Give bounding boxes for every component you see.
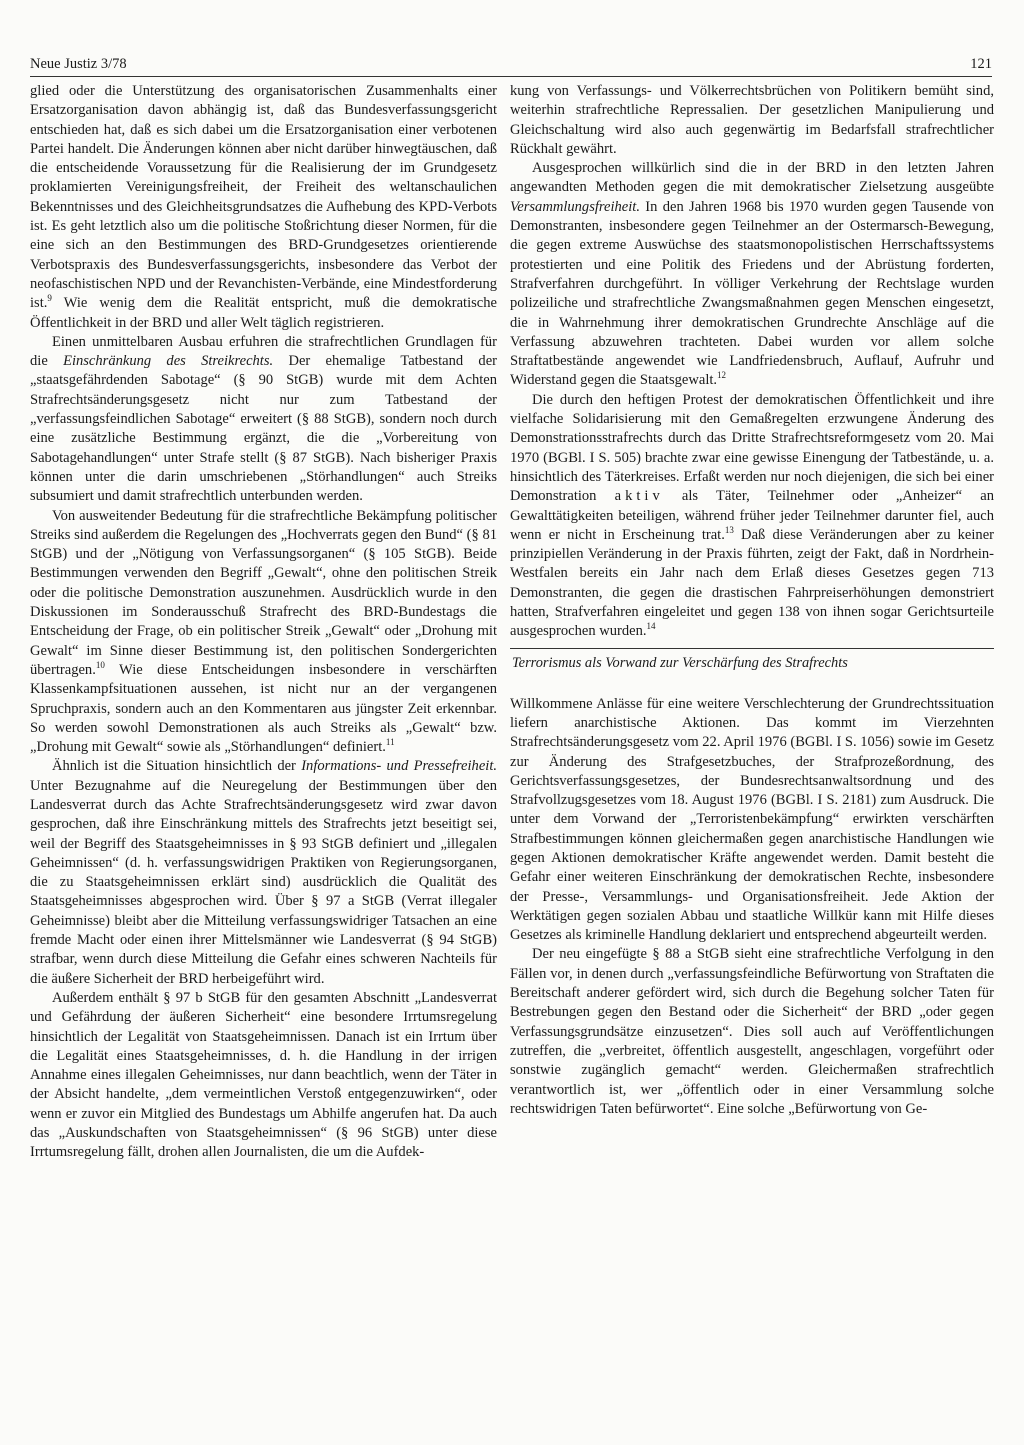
paragraph	[30, 757, 497, 989]
footnote-ref: 11	[385, 737, 395, 748]
paragraph: Der neu eingefügte § 88 a StGB sieht eine strafrechtliche Verfolgung in den Fällen vor, in denen durch „verfassungsfeindliche Befürwortung von Straftaten die Bereitschaft anderer gefördert wird, sich durch die Begehung solcher Taten für Bestrebungen gegen den Bestand oder die Sicherheit“ der BRD „oder gegen Verfassungsgrundsätze einzusetzen“. Dies soll auch auf Veröffentlichungen zutreffen, die „verbreitet, öffentlich ausgestellt, angeschlagen, vorgeführt oder sonstwie zugänglich gemacht“ werden. Gleichermaßen strafrechtlich verantwortlich ist, wer „öffentlich oder in einer Versammlung solche rechtswidrigen Taten befürwortet“. Eine solche „Befürwortung von Ge-	[510, 946, 994, 1117]
right-column	[510, 82, 994, 1383]
section-rule	[510, 648, 994, 649]
paragraph	[30, 82, 497, 333]
paragraph: Außerdem enthält § 97 b StGB für den gesamten Abschnitt „Landesverrat und Gefährdung der äußeren Sicherheit“ eine besondere Irrtumsregelung hinsichtlich der Legalität von Staatsgeheimnissen. Danach ist ein Irrtum über die Legalität eines Staatsgeheimnisses, d. h. die Handlung in der irrigen Annahme eines illegalen Geheimnisses, nur dann beachtlich, wenn der Täter in der Absicht handelte, „dem vermeintlichen Verstoß entgegenzuwirken“, oder wenn er zuvor ein Mitglied des Bundestags um Abhilfe angerufen hat. Da auch das „Auskundschaften von Staatsgeheimnissen“ (§ 96 StGB) unter diese Irrtumsregelung fällt, drohen allen Journalisten, die um die Aufdek-	[30, 989, 497, 1161]
text-run: als Täter, Teilnehmer oder „Anheizer“ an Gewalttätigkeiten beteiligen, während früher jeder Teilnehmer darunter fiel, auch wenn er nicht in Erscheinung trat.	[510, 488, 994, 543]
text-run: Einen unmittelbaren Ausbau erfuhren die strafrechtlichen Grundlagen für die	[30, 333, 497, 370]
text-run: In den Jahren 1968 bis 1970 wurden gegen Tausende von Demonstranten, insbesondere gegen Teilnehmer an der Ostermarsch-Bewegung, die gegen extreme Auswüchse des staatsmonopolistischen Herrschaftssystems protestierten und eine Politik des Friedens und der Abrüstung forderten, Strafverfahren durchgeführt. In völliger Verkehrung der Rechtslage wurden polizeiliche und strafrechtliche Zwangsmaßnahmen gegen Menschen eingesetzt, die in Wahrnehmung ihrer demokratischen Grundrechte Anschläge auf die Verfassung abzuwehren trachteten. Dabei wurden vor allem solche Straftatbestände angewendet wie Landfriedensbruch, Auflauf, Aufruhr und Widerstand gegen die Staatsgewalt.	[510, 198, 994, 389]
footnote-ref: 14	[646, 621, 656, 632]
header-rule	[30, 76, 992, 77]
text-run: Unter Bezugnahme auf die Neuregelung der Bestimmungen über den Landesverrat durch das Achte Strafrechtsänderungsgesetz wird zwar davon gesprochen, daß ihre Einschränkung mittels des Strafrechts jetzt beseitigt sei, weil der Begriff des Staatsgeheimnisses in § 93 StGB definiert und „illegalen Geheimnissen“ (d. h. verfassungswidrigen Praktiken von Regierungsorganen, die zu Staatsgeheimnissen erklärt sind) ausdrücklich die Qualität des Staatsgeheimnisses abgesprochen wird. Über § 97 a StGB (Verrat illegaler Geheimnisse) bleibt aber die Mitteilung verfassungswidriger Tatsachen an eine fremde Macht oder einen ihrer Mittelsmänner wie Landesverrat (§ 94 StGB) strafbar, wenn durch diese Mitteilung die Gefahr eines schweren Nachteils für die äußere Sicherheit der BRD herbeigeführt wird.	[30, 777, 497, 987]
paragraph	[510, 159, 994, 391]
footnote-ref: 10	[95, 660, 105, 671]
emphasis: Versammlungsfreiheit.	[510, 198, 640, 215]
paragraph: Willkommene Anlässe für eine weitere Verschlechterung der Grundrechtssituation liefern anarchistische Aktionen. Das kommt im Vierzehnten Strafrechtsänderungsgesetz vom 22. April 1976 (BGBl. I S. 1056) sowie im Gesetz zur Änderung des Strafgesetzbuches, der Strafprozeßordnung, des Gerichtsverfassungsgesetzes, der Bundesrechtsanwaltsordnung und des Strafvollzugsgesetzes vom 18. August 1976 (BGBl. I S. 2181) zum Ausdruck. Die unter dem Vorwand der „Terroristenbekämpfung“ erwirkten verschärften Strafbestimmungen können gleichermaßen gegen anarchistische Handlungen wie gegen Aktionen demokratischer Kräfte angewendet werden. Damit besteht die Gefahr einer weiteren Einschränkung der demokratischen Rechte, insbesondere der Presse-, Versammlungs- und Organisationsfreiheit. Jede Aktion der Werktätigen gegen sozialen Abbau und staatliche Willkür kann mit Hilfe dieses Gesetzes als kriminelle Handlung deklariert und entsprechend abgeurteilt werden.	[510, 695, 994, 944]
page-number: 121	[970, 56, 992, 72]
paragraph: kung von Verfassungs- und Völkerrechtsbrüchen von Politikern bemüht sind, weiterhin strafrechtliche Repressalien. Der gesetzlichen Manipulierung und Gleichschaltung wird also auch gegenwärtig im Bedarfsfall strafrechtlicher Rückhalt gewährt.	[510, 83, 994, 157]
text-run: Von ausweitender Bedeutung für die strafrechtliche Bekämpfung politischer Streiks sind außerdem die Regelungen des „Hochverrats gegen den Bund“ (§ 81 StGB) und der „Nötigung von Verfassungsorganen“ (§ 105 StGB). Beide Bestimmungen verwenden den Begriff „Gewalt“, ohne den politischen Streik oder die politische Demonstration auszunehmen. Ausdrücklich wurde in den Diskussionen im Sonderausschuß Strafrecht des BRD-Bundestags die Entscheidung der Frage, ob ein politischer Streik „Gewalt“ oder „Drohung mit Gewalt“ im Sinne dieser Bestimmung ist, den politischen Sondergerichten übertragen.	[30, 507, 497, 678]
emphasis: Einschränkung des Streikrechts.	[63, 353, 274, 370]
text-run: Wie diese Entscheidungen insbesondere in verschärften Klassenkampfsituationen aussehen, ist nicht nur an der vergangenen Spruchpraxis, sondern auch an den Kommentaren aus jüngster Zeit erkennbar. So werden sowohl Demonstrationen als auch Streiks als „Gewalt“ bzw. „Drohung mit Gewalt“ sowie als „Störhandlungen“ definiert.	[30, 661, 497, 756]
text-run: glied oder die Unterstützung des organisatorischen Zusammenhalts einer Ersatzorganisation davon abhängig ist, daß das Bundesverfassungsgericht entschieden hat, daß es sich dabei um die Ersatzorganisation einer verbotenen Partei handelt. Die Änderungen können aber nicht darüber hinwegtäuschen, daß die entscheidende Voraussetzung für die Realisierung der im Grundgesetz proklamierten Vereinigungsfreiheit, der Freiheit des weltanschaulichen Bekenntnisses und des Gleichheitsgrundsatzes die Aufhebung des KPD-Verbots ist. Es geht letztlich also um die politische Stoßrichtung dieser Normen, für die eine sich an den Bestimmungen des BRD-Grundgesetzes orientierende Verbotspraxis des Bundesverfassungsgerichts, insbesondere das Verbot der neofaschistischen NPD und der Revanchisten-Verbände, eine Mindestforderung ist.	[30, 83, 497, 312]
footnote-ref: 9	[47, 293, 52, 304]
paragraph	[30, 507, 497, 758]
text-run: Die durch den heftigen Protest der demokratischen Öffentlichkeit und ihre vielfache Solidarisierung mit den Gemaßregelten erzwungene Änderung des Demonstrationsstrafrechts durch das Dritte Strafrechtsreformgesetz vom 20. Mai 1970 (BGBl. I S. 505) brachte zwar eine gewisse Einengung der Tatbestände, u. a. hinsichtlich des Täterkreises. Erfaßt werden nur noch diejenigen, die sich bei einer Demonstration	[510, 391, 994, 505]
spaced-emphasis: aktiv	[614, 488, 664, 505]
running-header	[30, 56, 992, 76]
left-column	[30, 82, 497, 1383]
text-run: Ähnlich ist die Situation hinsichtlich der	[52, 758, 302, 775]
text-run: Daß diese Veränderungen aber zu keiner prinzipiellen Veränderung in der Praxis führten, zeigt der Fakt, daß in Nordrhein-Westfalen bereits ein Jahr nach dem Erlaß dieses Gesetzes gegen 713 Demonstranten, die gegen die drastischen Fahrpreiserhöhungen demonstriert hatten, Strafverfahren eingeleitet und gegen 138 von ihnen sogar Gerichtsurteile ausgesprochen wurden.	[510, 526, 994, 640]
paragraph	[30, 333, 497, 507]
journal-title: Neue Justiz 3/78	[30, 56, 127, 72]
text-run: Der ehemalige Tatbestand der „staatsgefährdenden Sabotage“ (§ 90 StGB) wurde mit dem Achten Strafrechtsänderungsgesetz nicht nur zum Tatbestand der „verfassungsfeindlichen Sabotage“ erweitert (§ 88 StGB), sondern noch durch eine zusätzliche Bestimmung ergänzt, die die „Vorbereitung von Sabotagehandlungen“ unter Strafe stellt (§ 87 StGB). Nach bisheriger Praxis können unter die darin umschriebenen „Störhandlungen“ auch Streiks subsumiert und damit strafrechtlich unterbunden werden.	[30, 353, 497, 505]
paragraph	[510, 391, 994, 642]
footnote-ref: 13	[724, 524, 734, 535]
section-heading: Terrorismus als Vorwand zur Verschärfung des Strafrechts	[512, 654, 848, 671]
text-run: Ausgesprochen willkürlich sind die in der BRD in den letzten Jahren angewandten Methoden gegen die mit demokratischer Zielsetzung ausgeübte	[510, 160, 994, 196]
footnote-ref: 12	[717, 370, 727, 381]
emphasis: Informations- und Pressefreiheit.	[301, 758, 497, 775]
text-run: Wie wenig dem die Realität entspricht, muß die demokratische Öffentlichkeit in der BRD und aller Welt täglich registrieren.	[30, 295, 497, 331]
